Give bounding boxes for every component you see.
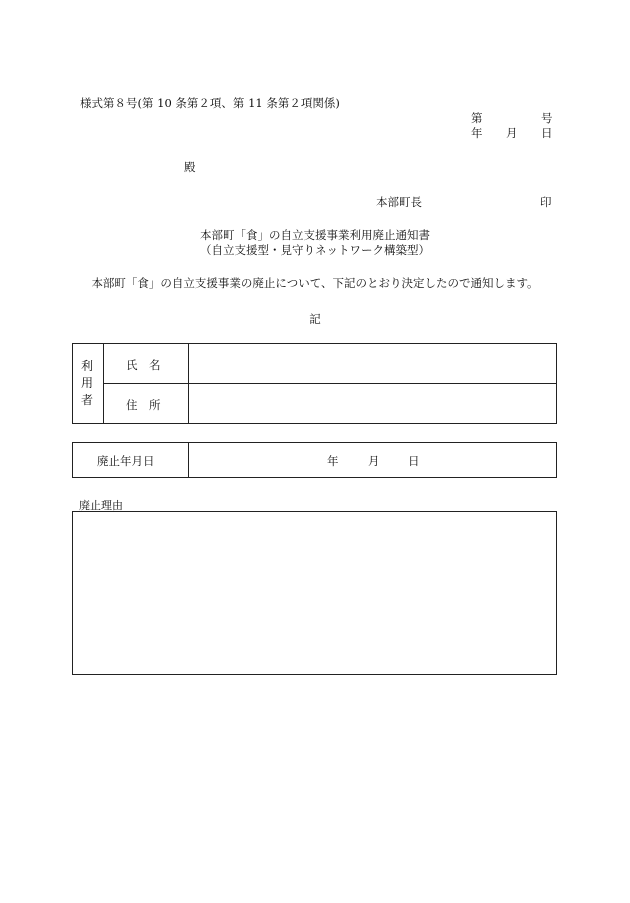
form-label: 様式第８号(第 10 条第２項、第 11 条第２項関係) <box>80 96 340 110</box>
user-group-label-2: 用 <box>81 376 94 390</box>
reason-label: 廃止理由 <box>79 499 123 512</box>
document-subtitle: （自立支援型・見守りネットワーク構築型） <box>200 243 430 257</box>
user-group-label-1: 利 <box>81 359 94 373</box>
reason-field[interactable] <box>72 511 557 675</box>
addressee-suffix: 殿 <box>184 160 196 174</box>
abolition-month-label: 月 <box>368 454 380 468</box>
user-group-label-3: 者 <box>81 393 94 407</box>
issuer-seal: 印 <box>540 195 552 209</box>
abolition-date-label: 廃止年月日 <box>97 454 155 468</box>
issuer-title: 本部町長 <box>376 195 422 209</box>
issue-month-label: 月 <box>506 126 518 140</box>
ki-label: 記 <box>309 312 321 326</box>
doc-number-prefix: 第 <box>471 111 483 125</box>
name-label: 氏 名 <box>126 358 161 372</box>
document-title: 本部町「食」の自立支援事業利用廃止通知書 <box>200 228 430 242</box>
issue-year-label: 年 <box>471 126 483 140</box>
address-label: 住 所 <box>126 398 161 412</box>
abolition-day-label: 日 <box>408 454 420 468</box>
doc-number-suffix: 号 <box>541 111 553 125</box>
abolition-year-label: 年 <box>327 454 339 468</box>
body-text: 本部町「食」の自立支援事業の廃止について、下記のとおり決定したので通知します。 <box>91 276 539 290</box>
issue-day-label: 日 <box>541 126 553 140</box>
